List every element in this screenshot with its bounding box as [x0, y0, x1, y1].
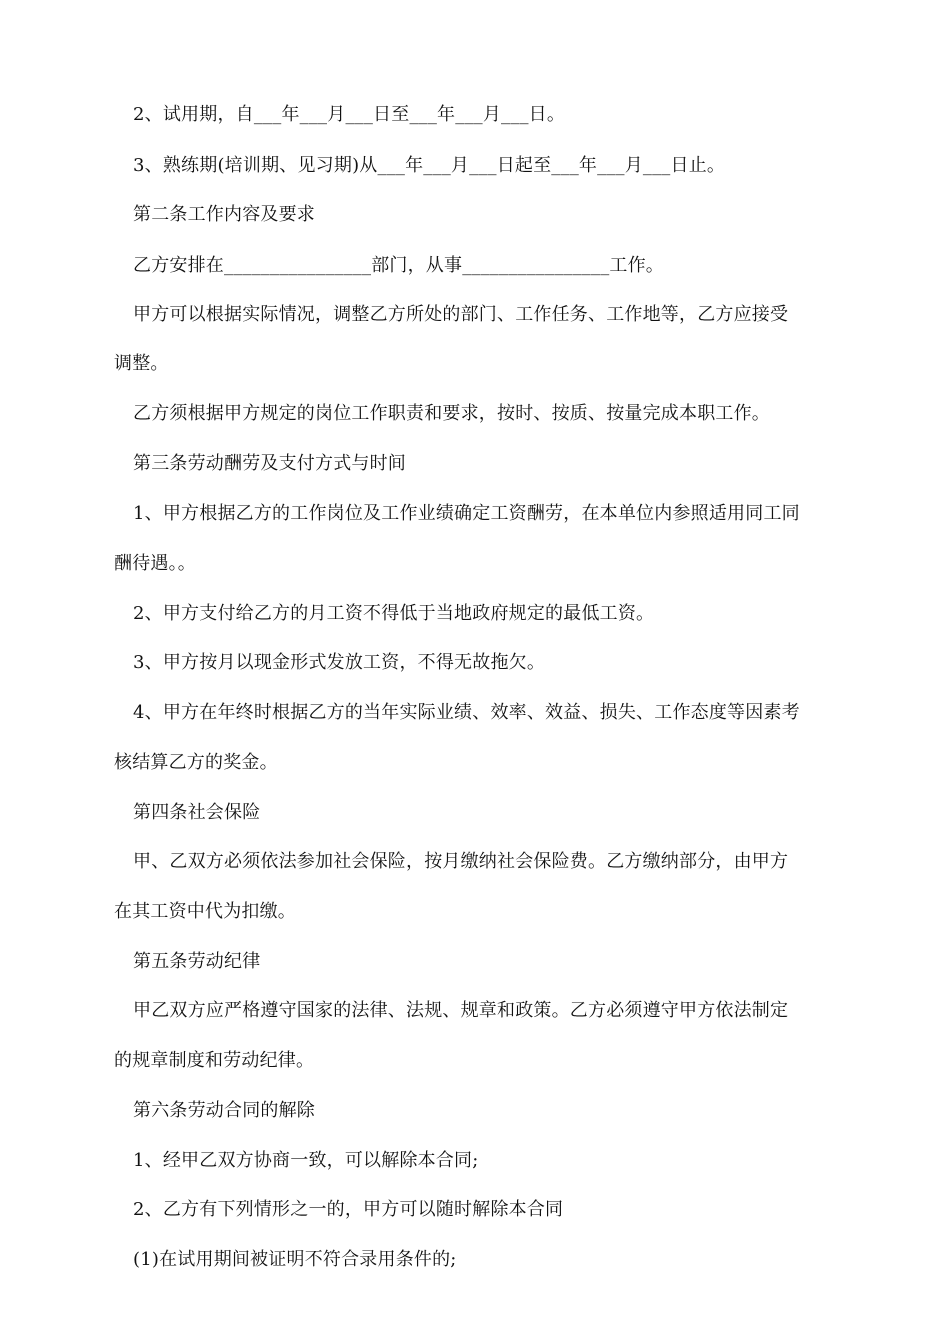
clause-salary-1-line-1: 1、甲方根据乙方的工作岗位及工作业绩确定工资酬劳，在本单位内参照适用同工同 [133, 503, 800, 524]
clause-trial-period: 2、试用期，自___年___月___日至___年___月___日。 [133, 104, 566, 125]
clause-insurance-line-2: 在其工资中代为扣缴。 [114, 901, 296, 922]
clause-department-assignment: 乙方安排在________________部门，从事________________工作。 [133, 255, 664, 276]
article-6-heading: 第六条劳动合同的解除 [133, 1100, 315, 1121]
clause-termination-1: 1、经甲乙双方协商一致，可以解除本合同; [133, 1150, 479, 1171]
clause-termination-2: 2、乙方有下列情形之一的，甲方可以随时解除本合同 [133, 1199, 564, 1220]
clause-job-duties: 乙方须根据甲方规定的岗位工作职责和要求，按时、按质、按量完成本职工作。 [133, 403, 770, 424]
clause-termination-2-item-1: (1)在试用期间被证明不符合录用条件的; [133, 1249, 457, 1270]
clause-adjustment-line-1: 甲方可以根据实际情况，调整乙方所处的部门、工作任务、工作地等，乙方应接受 [133, 304, 789, 325]
clause-discipline-line-1: 甲乙双方应严格遵守国家的法律、法规、规章和政策。乙方必须遵守甲方依法制定 [133, 1000, 789, 1021]
article-2-heading: 第二条工作内容及要求 [133, 204, 315, 225]
clause-salary-1-line-2: 酬待遇。。 [114, 553, 196, 574]
clause-insurance-line-1: 甲、乙双方必须依法参加社会保险，按月缴纳社会保险费。乙方缴纳部分，由甲方 [133, 851, 789, 872]
clause-salary-2: 2、甲方支付给乙方的月工资不得低于当地政府规定的最低工资。 [133, 603, 655, 624]
clause-salary-4-line-1: 4、甲方在年终时根据乙方的当年实际业绩、效率、效益、损失、工作态度等因素考 [133, 702, 800, 723]
clause-adjustment-line-2: 调整。 [114, 353, 169, 374]
article-3-heading: 第三条劳动酬劳及支付方式与时间 [133, 453, 406, 474]
clause-discipline-line-2: 的规章制度和劳动纪律。 [114, 1050, 315, 1071]
clause-training-period: 3、熟练期(培训期、见习期)从___年___月___日起至___年___月___日止。 [133, 155, 726, 176]
clause-salary-3: 3、甲方按月以现金形式发放工资，不得无故拖欠。 [133, 652, 546, 673]
article-5-heading: 第五条劳动纪律 [133, 951, 261, 972]
article-4-heading: 第四条社会保险 [133, 802, 261, 823]
clause-salary-4-line-2: 核结算乙方的奖金。 [114, 752, 278, 773]
